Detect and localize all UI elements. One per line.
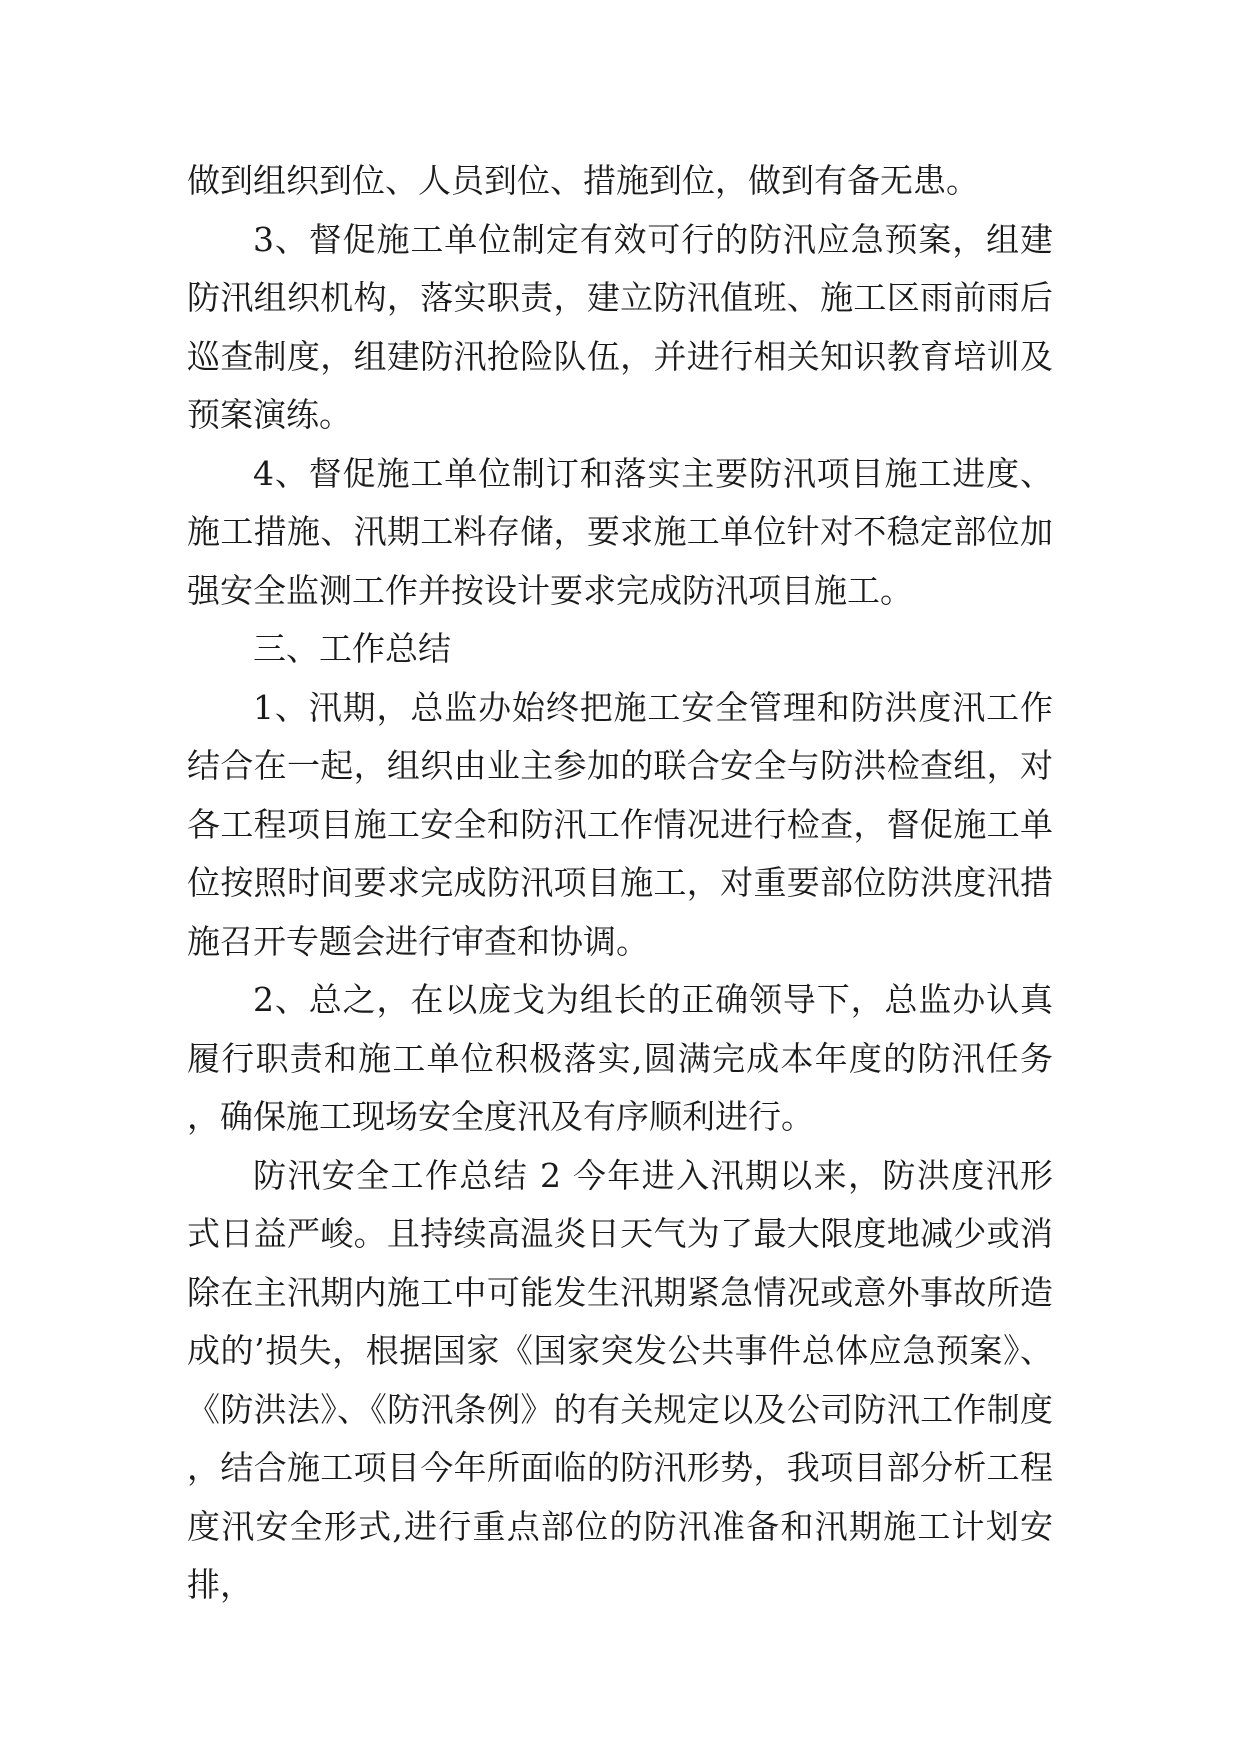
paragraph-summary-2: 2、总之，在以庞戈为组长的正确领导下，总监办认真履行职责和施工单位积极落实,圆满完成本年度的防汛任务，确保施工现场安全度汛及有序顺利进行。 <box>187 980 1053 1136</box>
paragraph-item-4: 4、督促施工单位制订和落实主要防汛项目施工进度、施工措施、汛期工料存储，要求施工单位针对不稳定部位加强安全监测工作并按设计要求完成防汛项目施工。 <box>187 453 1053 610</box>
paragraph-item-3: 3、督促施工单位制定有效可行的防汛应急预案，组建防汛组织机构，落实职责，建立防汛值班、施工区雨前雨后巡查制度，组建防汛抢险队伍，并进行相关知识教育培训及预案演练。 <box>187 219 1053 434</box>
section-heading-summary: 三、工作总结 <box>253 629 451 668</box>
paragraph-summary-report-2: 防汛安全工作总结 2 今年进入汛期以来，防洪度汛形式日益严峻。且持续高温炎日天气为了最大限度地减少或消除在主汛期内施工中可能发生汛期紧急情况或意外事故所造成的’损失，根据国家《国家突发公共事件总体应急预案》、《防洪法》、《防汛条例》的有关规定以及公司防汛工作制度，结合施工项目今年所面临的防汛形势，我项目部分析工程度汛安全形式,进行重点部位的防汛准备和汛期施工计划安排， <box>187 1155 1053 1604</box>
document-body <box>187 152 1053 1615</box>
paragraph-summary-1: 1、汛期，总监办始终把施工安全管理和防洪度汛工作结合在一起，组织由业主参加的联合安全与防洪检查组，对各工程项目施工安全和防汛工作情况进行检查，督促施工单位按照时间要求完成防汛项目施工，对重要部位防洪度汛措施召开专题会进行审查和协调。 <box>187 687 1053 961</box>
paragraph-continuation: 做到组织到位、人员到位、措施到位，做到有备无患。 <box>187 161 979 200</box>
